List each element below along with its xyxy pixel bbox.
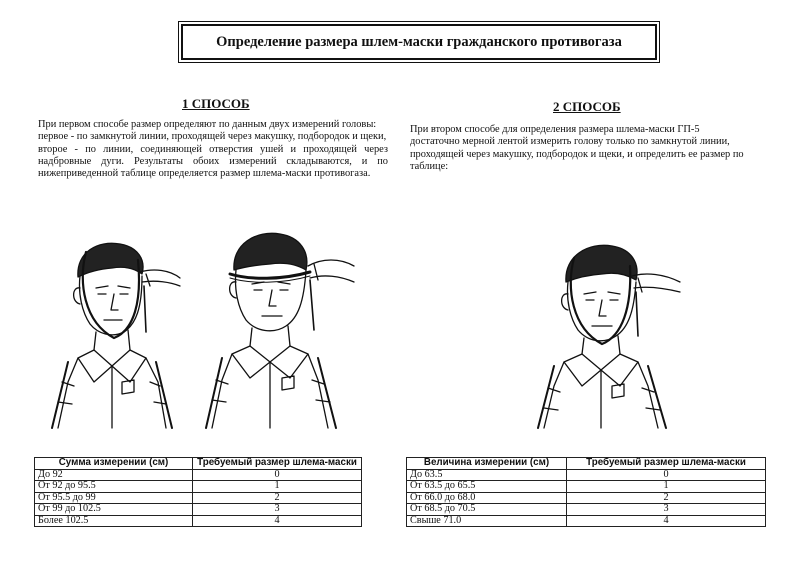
- table-row: [407, 515, 766, 527]
- table-cell: 2: [193, 492, 362, 504]
- method2-line-4: таблице:: [410, 160, 449, 172]
- table-cell: 3: [193, 504, 362, 516]
- method1-text: [38, 119, 388, 180]
- method2-line-1: При втором способе для определения размера шлема-маски ГП-5: [410, 124, 700, 135]
- table-header-row: [407, 458, 766, 470]
- illustration-method2-measurement: [518, 236, 688, 432]
- method2-heading: 2 СПОСОБ: [553, 99, 621, 114]
- table-row: [35, 469, 362, 481]
- table-header: Требуемый размер шлема-маски: [567, 458, 766, 470]
- table-cell: От 95.5 до 99: [35, 492, 193, 504]
- illustration-vertical-measurement: [38, 232, 188, 432]
- table-cell: 2: [567, 492, 766, 504]
- table-cell: Более 102.5: [35, 515, 193, 527]
- method1-heading: 1 СПОСОБ: [182, 96, 250, 111]
- table-row: [407, 504, 766, 516]
- table-row: [35, 515, 362, 527]
- table-cell: 4: [193, 515, 362, 527]
- table-cell: От 92 до 95.5: [35, 481, 193, 493]
- method2-line-2: достаточно мерной лентой измерить голову только по замкнутой линии,: [410, 136, 730, 148]
- table-cell: До 92: [35, 469, 193, 481]
- table-cell: 3: [567, 504, 766, 516]
- method2-text: [410, 124, 772, 173]
- table-row: [407, 469, 766, 481]
- method1-line-1: При первом способе размер определяют по данным двух измерений головы:: [38, 119, 377, 130]
- table-header-row: [35, 458, 362, 470]
- table-header: Величина измерении (см): [407, 458, 567, 470]
- table-cell: 1: [567, 481, 766, 493]
- table-row: [407, 492, 766, 504]
- size-table-method1: [34, 457, 362, 527]
- table-cell: От 63.5 до 65.5: [407, 481, 567, 493]
- table-cell: 0: [193, 469, 362, 481]
- table-cell: 1: [193, 481, 362, 493]
- table-row: [407, 481, 766, 493]
- table-cell: 0: [567, 469, 766, 481]
- illustration-horizontal-measurement: [190, 222, 360, 432]
- table-header: Сумма измерении (см): [35, 458, 193, 470]
- table-row: [35, 492, 362, 504]
- table-cell: От 66.0 до 68.0: [407, 492, 567, 504]
- table-row: [35, 504, 362, 516]
- method1-line-3: второе - по линии, соединяющей отверстия ушей и проходящей через надбровные дуги. Результаты обоих измерений складываются, и по нижеприведенной таблице определяется размер шлема-маски противогаза.: [38, 143, 388, 180]
- method1-line-2: первое - по замкнутой линии, проходящей через макушку, подбородок и щеки,: [38, 131, 387, 143]
- table-cell: От 99 до 102.5: [35, 504, 193, 516]
- method2-line-3: проходящей через макушку, подбородок и щеки, и определить ее размер по: [410, 148, 744, 160]
- document-title: Определение размера шлем-маски гражданского противогаза: [181, 24, 657, 60]
- table-header: Требуемый размер шлема-маски: [193, 458, 362, 470]
- table-cell: До 63.5: [407, 469, 567, 481]
- table-cell: Свыше 71.0: [407, 515, 567, 527]
- table-cell: 4: [567, 515, 766, 527]
- table-row: [35, 481, 362, 493]
- size-table-method2: [406, 457, 766, 527]
- table-cell: От 68.5 до 70.5: [407, 504, 567, 516]
